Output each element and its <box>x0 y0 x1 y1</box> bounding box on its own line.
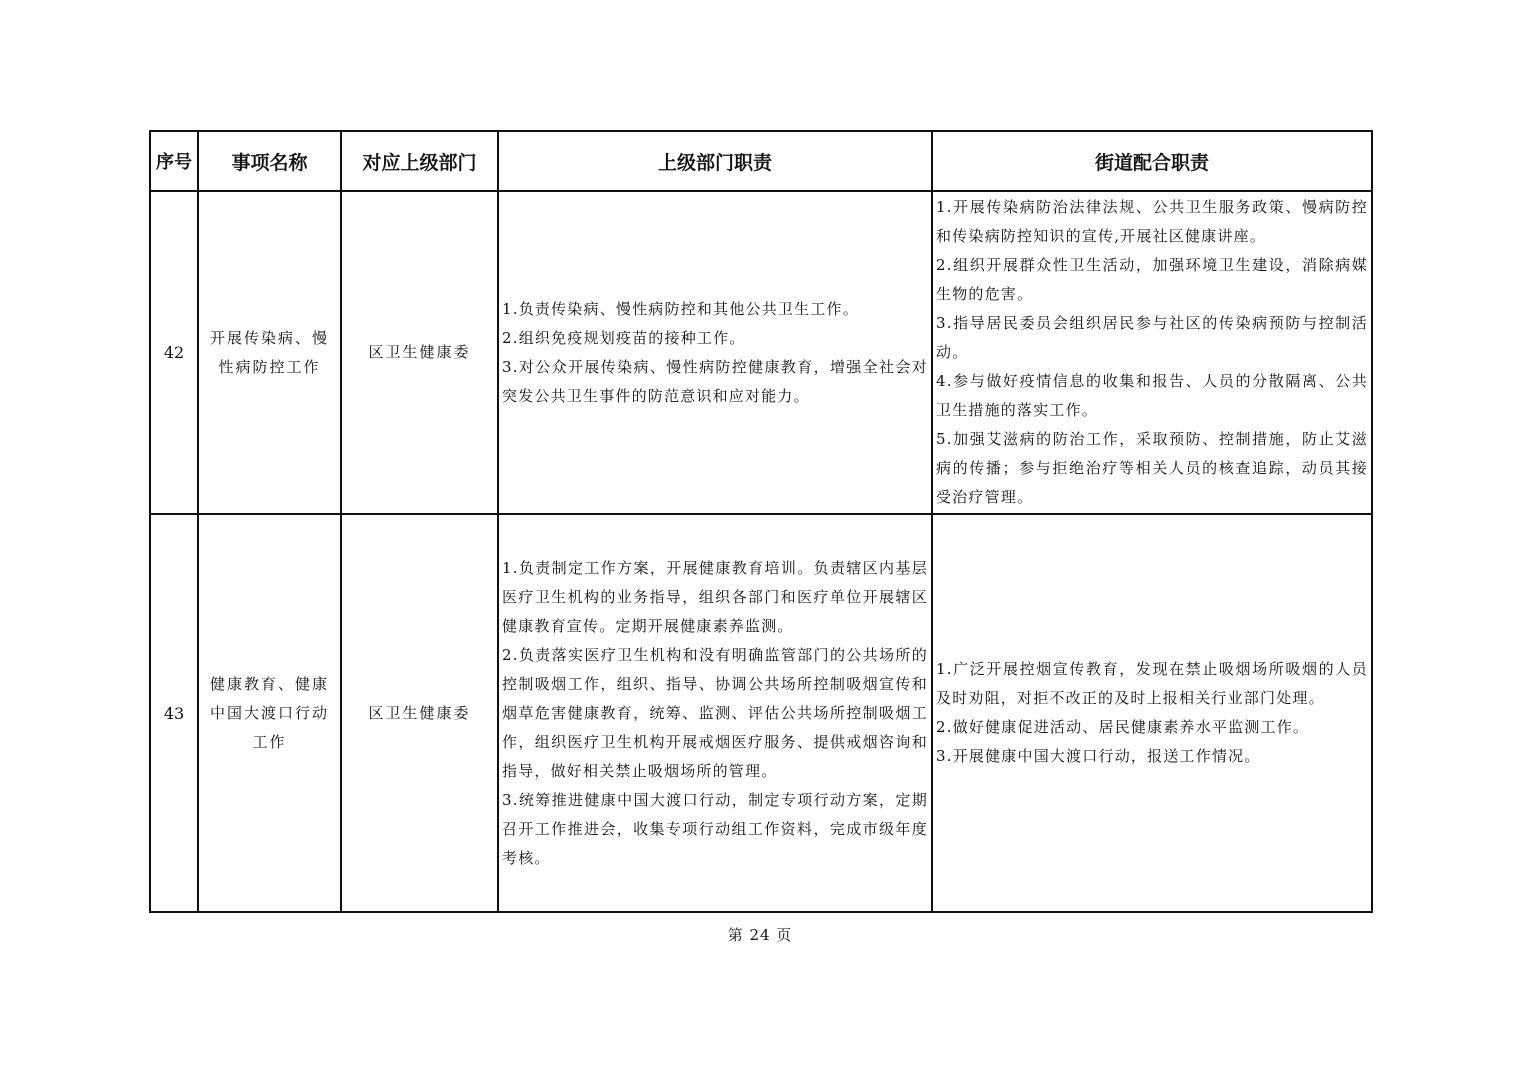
duties-table <box>149 130 1373 913</box>
header-serial-number: 序号 <box>150 131 198 191</box>
row-serial-number: 43 <box>150 514 198 912</box>
header-upper-department: 对应上级部门 <box>341 131 498 191</box>
duty-line: 5.加强艾滋病的防治工作，采取预防、控制措施，防止艾滋病的传播；参与拒绝治疗等相关人员的核查追踪，动员其接受治疗管理。 <box>936 430 1368 506</box>
header-item-name: 事项名称 <box>198 131 341 191</box>
row-street-duties <box>932 191 1372 514</box>
duty-line: 3.指导居民委员会组织居民参与社区的传染病预防与控制活动。 <box>936 314 1368 361</box>
row-upper-department: 区卫生健康委 <box>341 191 498 514</box>
duty-line: 2.负责落实医疗卫生机构和没有明确监管部门的公共场所的控制吸烟工作，组织、指导、协调公共场所控制吸烟宣传和烟草危害健康教育，统筹、监测、评估公共场所控制吸烟工作，组织医疗卫生机构开展戒烟医疗服务、提供戒烟咨询和指导，做好相关禁止吸烟场所的管理。 <box>502 645 928 780</box>
duty-line: 2.组织免疫规划疫苗的接种工作。 <box>502 328 746 347</box>
duty-line: 1.开展传染病防治法律法规、公共卫生服务政策、慢病防控和传染病防控知识的宣传,开展社区健康讲座。 <box>936 198 1368 245</box>
duty-line: 1.广泛开展控烟宣传教育，发现在禁止吸烟场所吸烟的人员及时劝阻，对拒不改正的及时上报相关行业部门处理。 <box>936 660 1368 707</box>
table-row <box>150 191 1372 514</box>
row-street-duties <box>932 514 1372 912</box>
row-upper-duties <box>498 514 932 912</box>
page-number: 第 24 页 <box>727 926 793 944</box>
table-row <box>150 514 1372 912</box>
duty-line: 4.参与做好疫情信息的收集和报告、人员的分散隔离、公共卫生措施的落实工作。 <box>936 372 1368 419</box>
duty-line: 2.组织开展群众性卫生活动，加强环境卫生建设，消除病媒生物的危害。 <box>936 256 1368 303</box>
header-street-duties: 街道配合职责 <box>932 131 1372 191</box>
header-upper-duties: 上级部门职责 <box>498 131 932 191</box>
row-item-name: 健康教育、健康中国大渡口行动工作 <box>198 514 341 912</box>
row-item-name: 开展传染病、慢性病防控工作 <box>198 191 341 514</box>
duty-line: 3.对公众开展传染病、慢性病防控健康教育，增强全社会对突发公共卫生事件的防范意识和应对能力。 <box>502 357 928 405</box>
duty-line: 3.开展健康中国大渡口行动，报送工作情况。 <box>936 747 1261 765</box>
table-header-row <box>150 131 1372 191</box>
row-upper-department: 区卫生健康委 <box>341 514 498 912</box>
row-serial-number: 42 <box>150 191 198 514</box>
duty-line: 1.负责制定工作方案，开展健康教育培训。负责辖区内基层医疗卫生机构的业务指导，组织各部门和医疗单位开展辖区健康教育宣传。定期开展健康素养监测。 <box>502 558 928 635</box>
row-upper-duties <box>498 191 932 514</box>
duty-line: 1.负责传染病、慢性病防控和其他公共卫生工作。 <box>502 299 859 318</box>
duty-line: 3.统筹推进健康中国大渡口行动，制定专项行动方案，定期召开工作推进会，收集专项行动组工作资料，完成市级年度考核。 <box>502 790 928 867</box>
duty-line: 2.做好健康促进活动、居民健康素养水平监测工作。 <box>936 718 1310 736</box>
